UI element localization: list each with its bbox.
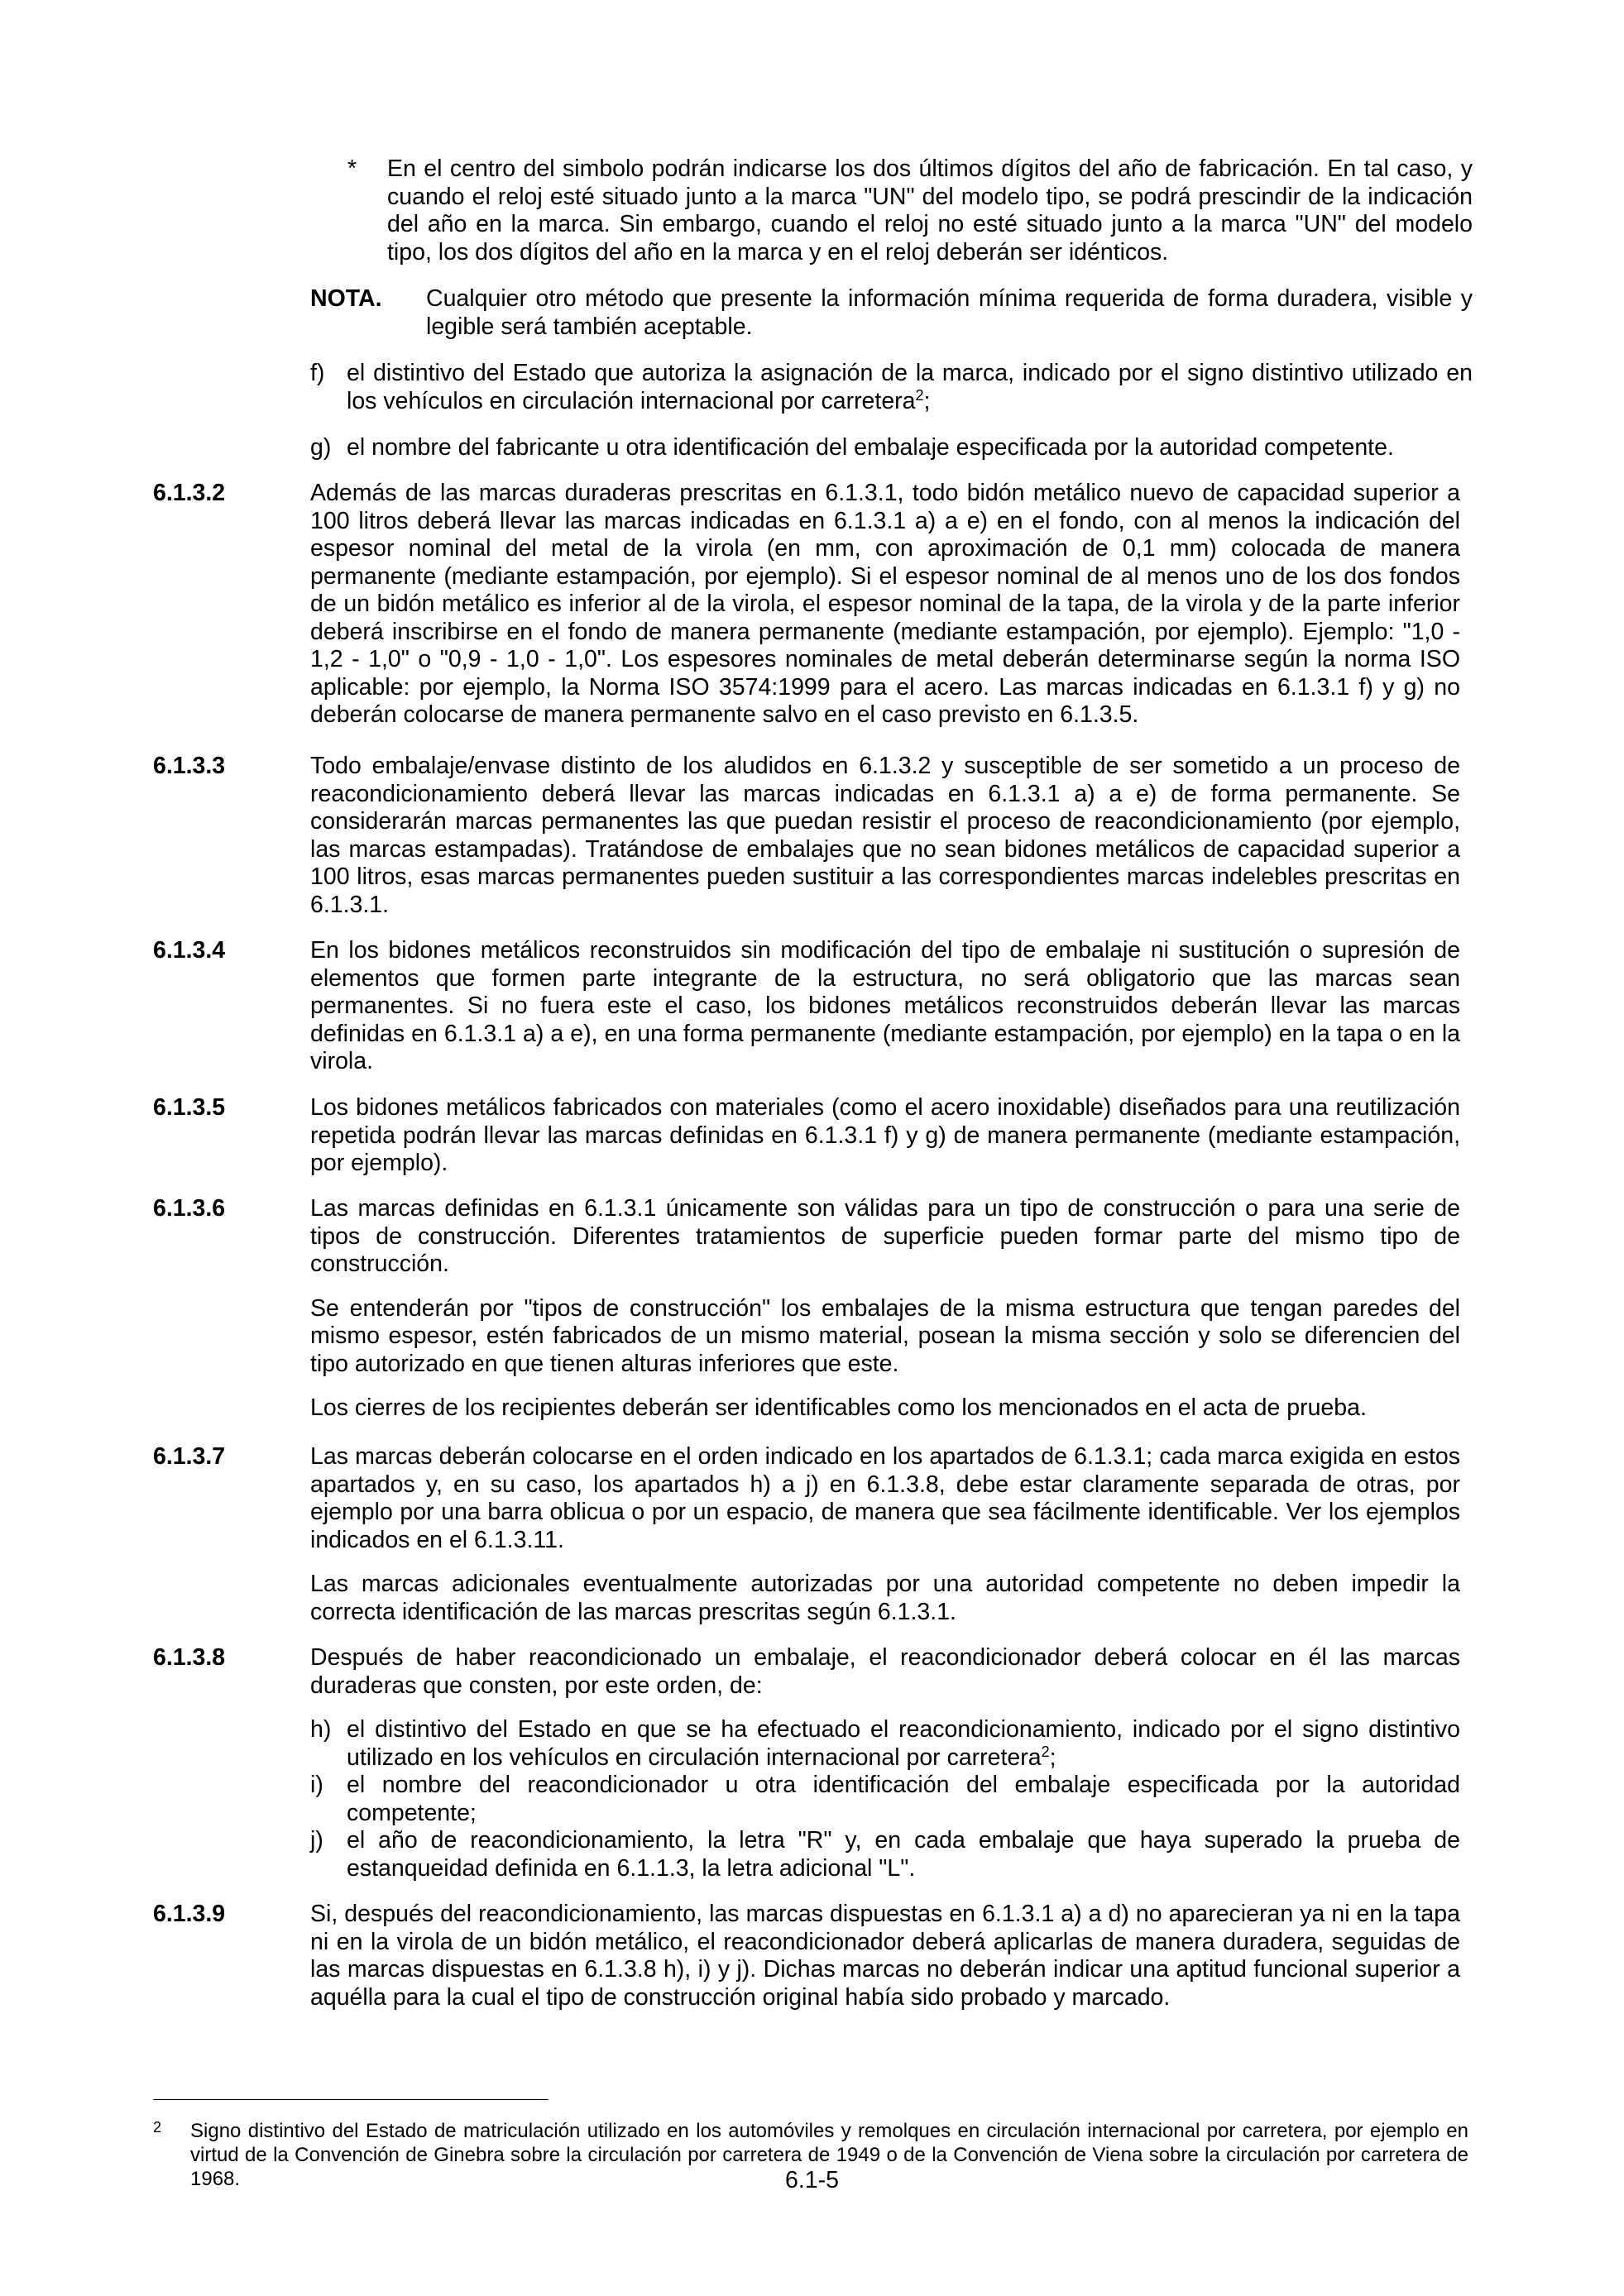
section-number: 6.1.3.8: [153, 1644, 226, 1671]
footnote-ref[interactable]: 2: [1041, 1743, 1050, 1760]
star-marker: *: [347, 155, 357, 182]
list-label: i): [310, 1772, 323, 1798]
section-number: 6.1.3.7: [153, 1443, 226, 1470]
list-label: g): [310, 434, 332, 461]
section-paragraph: Los cierres de los recipientes deberán ser identificables como los mencionados en el acta de prueba.: [310, 1394, 1367, 1421]
section-paragraph: Las marcas deberán colocarse en el orden indicado en los apartados de 6.1.3.1; cada marca exigida en estos apartados y, en su caso, los apartados h) a j) en 6.1.3.8, debe estar claramente separada de otras, por ejemplo por una barra oblicua o por un espacio, de manera que sea fácilmente identificable. Ver los ejemplos indicados en el 6.1.3.11.: [310, 1443, 1460, 1553]
section-number: 6.1.3.4: [153, 937, 226, 964]
list-item-h: h) el distintivo del Estado en que se ha efectuado el reacondicionamiento, indicado por el signo distintivo utilizado en los vehículos en circulación internacional por carretera$^2$;: [310, 1716, 1460, 1771]
page-number: 6.1-5: [785, 2167, 839, 2193]
footnote-number: 2: [153, 2119, 162, 2136]
section-number: 6.1.3.5: [153, 1094, 226, 1121]
footnote-ref[interactable]: 2: [915, 386, 924, 404]
list-label: f): [310, 360, 325, 386]
list-label: h): [310, 1716, 332, 1743]
list-label: j): [310, 1827, 323, 1854]
list-item-text: el distintivo del Estado que autoriza la asignación de la marca, indicado por el signo distintivo utilizado en los vehículos en circulación internacional por carretera$^2$;: [347, 360, 1473, 414]
list-item-j: j) el año de reacondicionamiento, la letra "R" y, en cada embalaje que haya superado la prueba de estanqueidad definida en 6.1.1.3, la letra adicional "L".: [310, 1827, 1460, 1882]
section-number: 6.1.3.9: [153, 1901, 226, 1927]
section-number: 6.1.3.3: [153, 753, 226, 779]
section-paragraph: Si, después del reacondicionamiento, las marcas dispuestas en 6.1.3.1 a) a d) no aparecieran ya ni en la tapa ni en la virola de un bidón metálico, el reacondicionador deberá aplicarlas de manera duradera, seguidas de las marcas dispuestas en 6.1.3.8 h), i) y j). Dichas marcas no deberán indicar una aptitud funcional superior a aquélla para la cual el tipo de construcción original había sido probado y marcado.: [310, 1901, 1460, 2011]
section-paragraph: Todo embalaje/envase distinto de los aludidos en 6.1.3.2 y susceptible de ser sometido a un proceso de reacondicionamiento deberá llevar las marcas indicadas en 6.1.3.1 a) a e) de forma permanente. Se considerarán marcas permanentes las que puedan resistir el proceso de reacondicionamiento (por ejemplo, las marcas estampadas). Tratándose de embalajes que no sean bidones metálicos de capacidad superior a 100 litros, esas marcas permanentes pueden sustituir a las correspondientes marcas indelebles prescritas en 6.1.3.1.: [310, 753, 1460, 918]
footnote-text: Signo distintivo del Estado de matriculación utilizado en los automóviles y remolques en circulación internacional por carretera, por ejemplo en virtud de la Convención de Ginebra sobre la circulación por carretera de 1949 o de la Convención de Viena sobre la circulación por carretera de 1968.: [190, 2120, 1468, 2190]
section-paragraph: En los bidones metálicos reconstruidos sin modificación del tipo de embalaje ni sustitución o supresión de elementos que formen parte integrante de la estructura, no será obligatorio que las marcas sean permanentes. Si no fuera este el caso, los bidones metálicos reconstruidos deberán llevar las marcas definidas en 6.1.3.1 a) a e), en una forma permanente (mediante estampación, por ejemplo) en la tapa o en la virola.: [310, 937, 1460, 1074]
reconditioning-marks-list: [310, 1716, 1460, 1882]
section-paragraph: Las marcas definidas en 6.1.3.1 únicamente son válidas para un tipo de construcción o para una serie de tipos de construcción. Diferentes tratamientos de superficie pueden formar parte del mismo tipo de construcción.: [310, 1195, 1460, 1277]
nota-label: NOTA.: [310, 285, 382, 312]
list-item-text: el nombre del fabricante u otra identificación del embalaje especificada por la autoridad competente.: [347, 434, 1394, 461]
section-number: 6.1.3.2: [153, 480, 226, 506]
nota-text: Cualquier otro método que presente la información mínima requerida de forma duradera, visible y legible será también aceptable.: [426, 285, 1473, 340]
star-note-text: En el centro del simbolo podrán indicarse los dos últimos dígitos del año de fabricación. En tal caso, y cuando el reloj esté situado junto a la marca "UN" del modelo tipo, se podrá prescindir de la indicación del año en la marca. Sin embargo, cuando el reloj no esté situado junto a la marca "UN" del modelo tipo, los dos dígitos del año en la marca y en el reloj deberán ser idénticos.: [387, 155, 1473, 265]
section-paragraph: Después de haber reacondicionado un embalaje, el reacondicionador deberá colocar en él las marcas duraderas que consten, por este orden, de:: [310, 1644, 1460, 1699]
section-paragraph: Las marcas adicionales eventualmente autorizadas por una autoridad competente no deben impedir la correcta identificación de las marcas prescritas según 6.1.3.1.: [310, 1571, 1460, 1625]
list-item-i: i) el nombre del reacondicionador u otra identificación del embalaje especificada por la autoridad competente;: [310, 1772, 1460, 1826]
section-number: 6.1.3.6: [153, 1195, 226, 1222]
section-paragraph: Los bidones metálicos fabricados con materiales (como el acero inoxidable) diseñados para una reutilización repetida podrán llevar las marcas definidas en 6.1.3.1 f) y g) de manera permanente (mediante estampación, por ejemplo).: [310, 1094, 1460, 1176]
section-paragraph: Además de las marcas duraderas prescritas en 6.1.3.1, todo bidón metálico nuevo de capacidad superior a 100 litros deberá llevar las marcas indicadas en 6.1.3.1 a) a e) en el fondo, con al menos la indicación del espesor nominal del metal de la virola (en mm, con aproximación de 0,1 mm) colocada de manera permanente (mediante estampación, por ejemplo). Si el espesor nominal de al menos uno de los dos fondos de un bidón metálico es inferior al de la virola, el espesor nominal de la tapa, de la virola y de la parte inferior deberá inscribirse en el fondo de manera permanente (mediante estampación, por ejemplo). Ejemplo: "1,0 - 1,2 - 1,0" o "0,9 - 1,0 - 1,0". Los espesores nominales de metal deberán determinarse según la norma ISO aplicable: por ejemplo, la Norma ISO 3574:1999 para el acero. Las marcas indicadas en 6.1.3.1 f) y g) no deberán colocarse de manera permanente salvo en el caso previsto en 6.1.3.5.: [310, 480, 1460, 728]
footnote-separator: [153, 2099, 549, 2100]
section-paragraph: Se entenderán por "tipos de construcción" los embalajes de la misma estructura que tengan paredes del mismo espesor, estén fabricados de un mismo material, posean la misma sección y solo se diferencien del tipo autorizado en que tienen alturas inferiores que este.: [310, 1294, 1460, 1377]
